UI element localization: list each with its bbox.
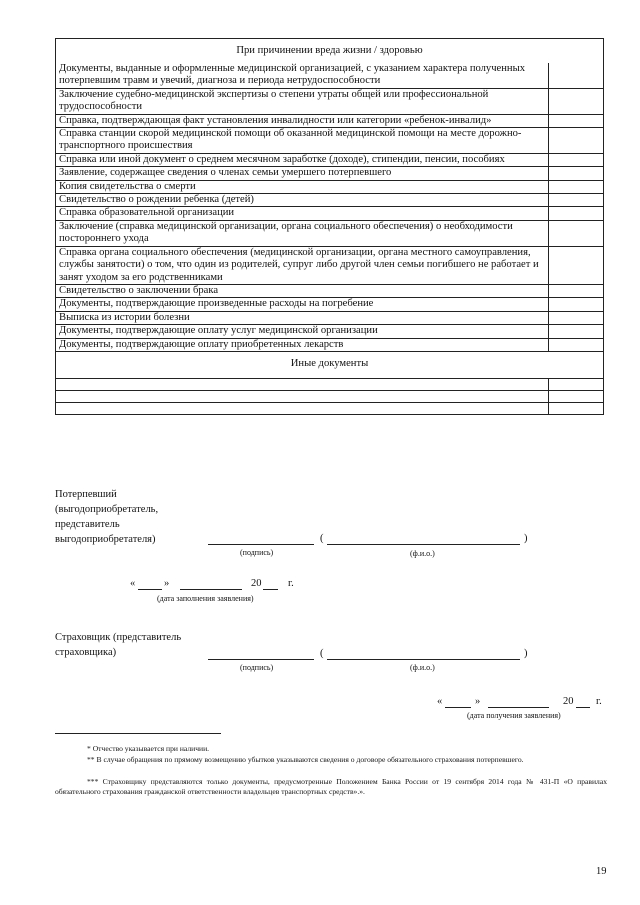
footnote-2: ** В случае обращения по прямому возмещению убытков указываются сведения о договоре обязательного страхования потерпевшего. — [87, 755, 524, 764]
document-name: Справка, подтверждающая факт установления инвалидности или категории «ребенок-инвалид» — [56, 115, 549, 127]
document-row — [56, 166, 603, 179]
document-name: Документы, подтверждающие оплату приобретенных лекарств — [56, 339, 549, 351]
fill-day-line[interactable] — [138, 589, 162, 590]
receipt-month-line[interactable] — [488, 707, 549, 708]
document-check-cell[interactable] — [549, 128, 603, 153]
insurer-signature-line[interactable] — [208, 659, 314, 660]
document-row — [56, 338, 603, 351]
date-close-quote: » — [164, 578, 170, 589]
document-row — [56, 88, 603, 114]
page-number: 19 — [596, 866, 607, 877]
document-name: Документы, выданные и оформленные медицинской организацией, с указанием характера полученных потерпевшим травм и увечий, диагноза и периода нетрудоспособности — [56, 63, 549, 88]
receipt-date-caption: (дата получения заявления) — [467, 711, 561, 720]
document-row — [56, 193, 603, 206]
document-name: Свидетельство о рождении ребенка (детей) — [56, 194, 549, 206]
document-check-cell[interactable] — [549, 154, 603, 166]
document-row — [56, 63, 603, 88]
document-check-cell[interactable] — [549, 207, 603, 219]
document-check-cell[interactable] — [549, 63, 603, 88]
document-row — [56, 246, 603, 284]
signature-caption: (подпись) — [240, 548, 274, 557]
document-row — [56, 180, 603, 193]
empty-row — [56, 378, 603, 390]
year-suffix: г. — [596, 696, 602, 707]
document-check-cell[interactable] — [549, 339, 603, 351]
document-check-cell[interactable] — [549, 298, 603, 310]
footnote-divider — [55, 733, 221, 734]
document-check-cell[interactable] — [549, 247, 603, 284]
document-name: Выписка из истории болезни — [56, 312, 549, 324]
name-caption: (ф.и.о.) — [410, 663, 435, 672]
insurer-label-line2: страховщика) — [55, 647, 117, 658]
document-name: Заключение (справка медицинской организации, органа социального обеспечения) о необходимости постороннего ухода — [56, 221, 549, 246]
date-open-quote: « — [437, 696, 443, 707]
footnote-3: *** Страховщику представляются только документы, предусмотренные Положением Банка России от 19 сентября 2014 года № 431-П «О правилах обязательного страхования гражданской ответственности владельцев транспортных средств».». — [55, 777, 607, 796]
document-row — [56, 220, 603, 246]
document-row — [56, 284, 603, 297]
paren-close: ) — [524, 648, 528, 659]
document-name: Справка органа социального обеспечения (медицинской организации, органа местного самоуправления, службы занятости) о том, что один из родителей, супруг либо другой член семьи погибшего не работает и занят уходом за его родственниками — [56, 247, 549, 284]
document-name: Заключение судебно-медицинской экспертизы о степени утраты общей или профессиональной трудоспособности — [56, 89, 549, 114]
fill-date-caption: (дата заполнения заявления) — [157, 594, 254, 603]
document-row — [56, 114, 603, 127]
empty-row — [56, 390, 603, 402]
document-check-cell[interactable] — [549, 89, 603, 114]
victim-name-line[interactable] — [327, 544, 520, 545]
document-name: Копия свидетельства о смерти — [56, 181, 549, 193]
year-prefix: 20 — [251, 578, 262, 589]
document-name: Справка станции скорой медицинской помощи об оказанной медицинской помощи на месте дорожно-транспортного происшествия — [56, 128, 549, 153]
document-check-cell[interactable] — [549, 181, 603, 193]
document-row — [56, 127, 603, 153]
document-rows — [56, 63, 603, 351]
document-row — [56, 324, 603, 337]
document-check-cell[interactable] — [549, 312, 603, 324]
footnote-1: * Отчество указывается при наличии. — [87, 744, 210, 753]
document-name: Заявление, содержащее сведения о членах семьи умершего потерпевшего — [56, 167, 549, 179]
document-row — [56, 206, 603, 219]
year-prefix: 20 — [563, 696, 574, 707]
victim-signature-line[interactable] — [208, 544, 314, 545]
section-header-life-health — [56, 39, 603, 63]
document-row — [56, 153, 603, 166]
document-row — [56, 297, 603, 310]
name-caption: (ф.и.о.) — [410, 549, 435, 558]
receipt-year-line[interactable] — [576, 707, 590, 708]
signature-caption: (подпись) — [240, 663, 274, 672]
section-title: Иные документы — [290, 357, 369, 369]
insurer-label-line1: Страховщик (представитель — [55, 632, 182, 643]
document-name: Справка образовательной организации — [56, 207, 549, 219]
documents-table — [55, 38, 604, 415]
document-check-cell[interactable] — [549, 325, 603, 337]
victim-label-line2: (выгодоприобретатель, — [55, 504, 159, 515]
victim-label-line1: Потерпевший — [55, 489, 117, 500]
document-name: Документы, подтверждающие произведенные расходы на погребение — [56, 298, 549, 310]
fill-year-line[interactable] — [263, 589, 278, 590]
receipt-day-line[interactable] — [445, 707, 471, 708]
paren-close: ) — [524, 533, 528, 544]
document-name: Документы, подтверждающие оплату услуг медицинской организации — [56, 325, 549, 337]
document-name: Справка или иной документ о среднем месячном заработке (доходе), стипендии, пенсии, пособиях — [56, 154, 549, 166]
document-check-cell[interactable] — [549, 194, 603, 206]
fill-month-line[interactable] — [180, 589, 242, 590]
paren-open: ( — [320, 648, 324, 659]
document-row — [56, 311, 603, 324]
document-name: Свидетельство о заключении брака — [56, 285, 549, 297]
empty-row — [56, 402, 603, 414]
document-check-cell[interactable] — [549, 221, 603, 246]
document-check-cell[interactable] — [549, 167, 603, 179]
date-open-quote: « — [130, 578, 136, 589]
paren-open: ( — [320, 533, 324, 544]
section-title: При причинении вреда жизни / здоровью — [236, 45, 423, 56]
document-check-cell[interactable] — [549, 285, 603, 297]
date-close-quote: » — [475, 696, 481, 707]
victim-label-line3: представитель — [55, 519, 120, 530]
year-suffix: г. — [288, 578, 294, 589]
document-check-cell[interactable] — [549, 115, 603, 127]
victim-label-line4: выгодоприобретателя) — [55, 534, 156, 545]
insurer-name-line[interactable] — [327, 659, 520, 660]
section-header-other-docs — [56, 351, 603, 378]
